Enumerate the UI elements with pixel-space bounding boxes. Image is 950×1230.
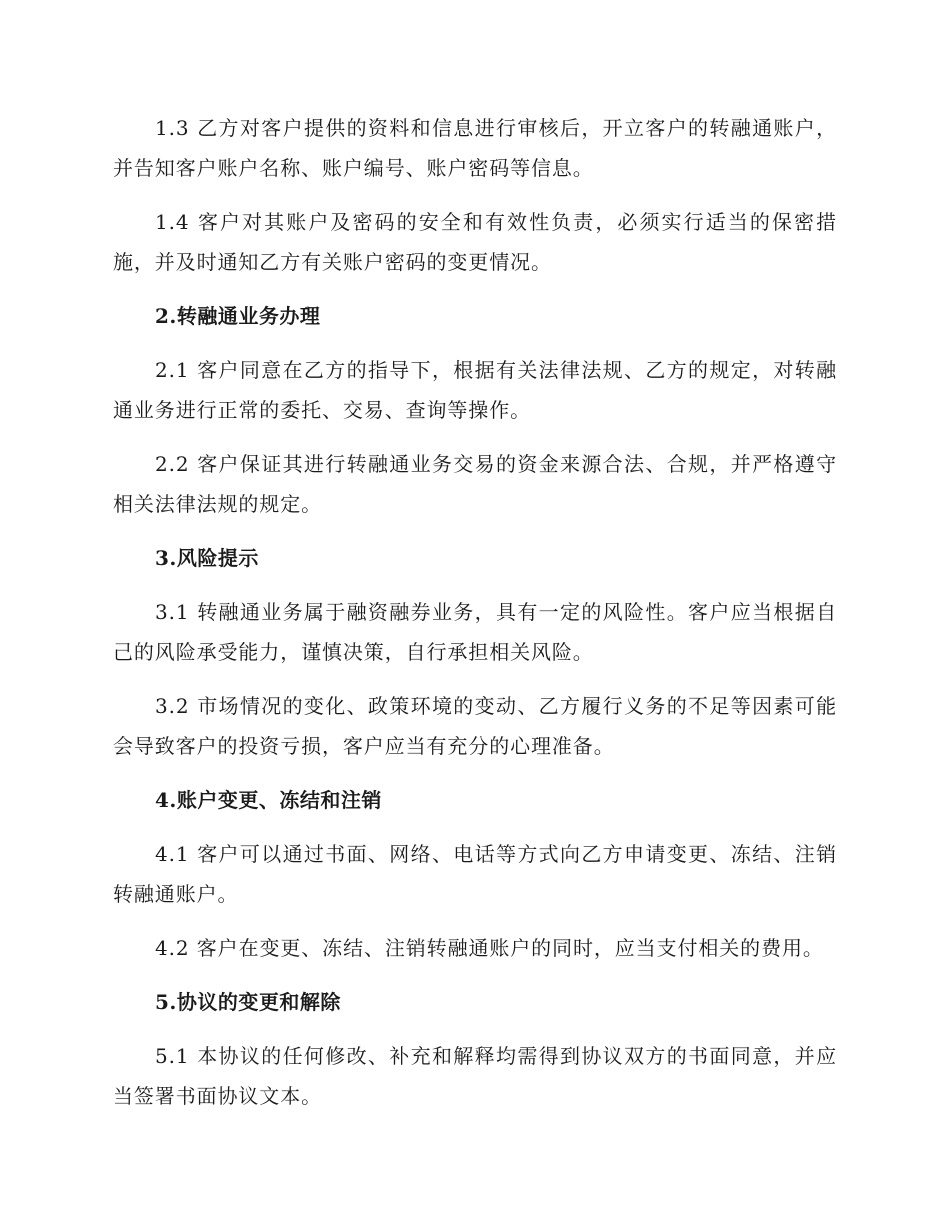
clause-3-2: 3.2 市场情况的变化、政策环境的变动、乙方履行义务的不足等因素可能会导致客户的投资亏损，客户应当有充分的心理准备。 bbox=[113, 694, 837, 758]
clause-4-1: 4.1 客户可以通过书面、网络、电话等方式向乙方申请变更、冻结、注销转融通账户。 bbox=[113, 842, 837, 906]
clause-4-2: 4.2 客户在变更、冻结、注销转融通账户的同时，应当支付相关的费用。 bbox=[155, 936, 824, 960]
section-heading-3: 3.风险提示 bbox=[155, 546, 259, 570]
section-heading-2: 2.转融通业务办理 bbox=[155, 304, 321, 328]
clause-1-4: 1.4 客户对其账户及密码的安全和有效性负责，必须实行适当的保密措施，并及时通知乙方有关账户密码的变更情况。 bbox=[113, 210, 837, 274]
document-page bbox=[113, 108, 837, 1130]
clause-5-1: 5.1 本协议的任何修改、补充和解释均需得到协议双方的书面同意，并应当签署书面协议文本。 bbox=[113, 1044, 837, 1108]
clause-2-1: 2.1 客户同意在乙方的指导下，根据有关法律法规、乙方的规定，对转融通业务进行正常的委托、交易、查询等操作。 bbox=[113, 358, 837, 422]
section-heading-4: 4.账户变更、冻结和注销 bbox=[155, 788, 382, 812]
clause-1-3: 1.3 乙方对客户提供的资料和信息进行审核后，开立客户的转融通账户，并告知客户账户名称、账户编号、账户密码等信息。 bbox=[113, 116, 837, 180]
section-heading-5: 5.协议的变更和解除 bbox=[155, 990, 341, 1014]
clause-2-2: 2.2 客户保证其进行转融通业务交易的资金来源合法、合规，并严格遵守相关法律法规的规定。 bbox=[113, 452, 837, 516]
clause-3-1: 3.1 转融通业务属于融资融券业务，具有一定的风险性。客户应当根据自己的风险承受能力，谨慎决策，自行承担相关风险。 bbox=[113, 600, 837, 664]
